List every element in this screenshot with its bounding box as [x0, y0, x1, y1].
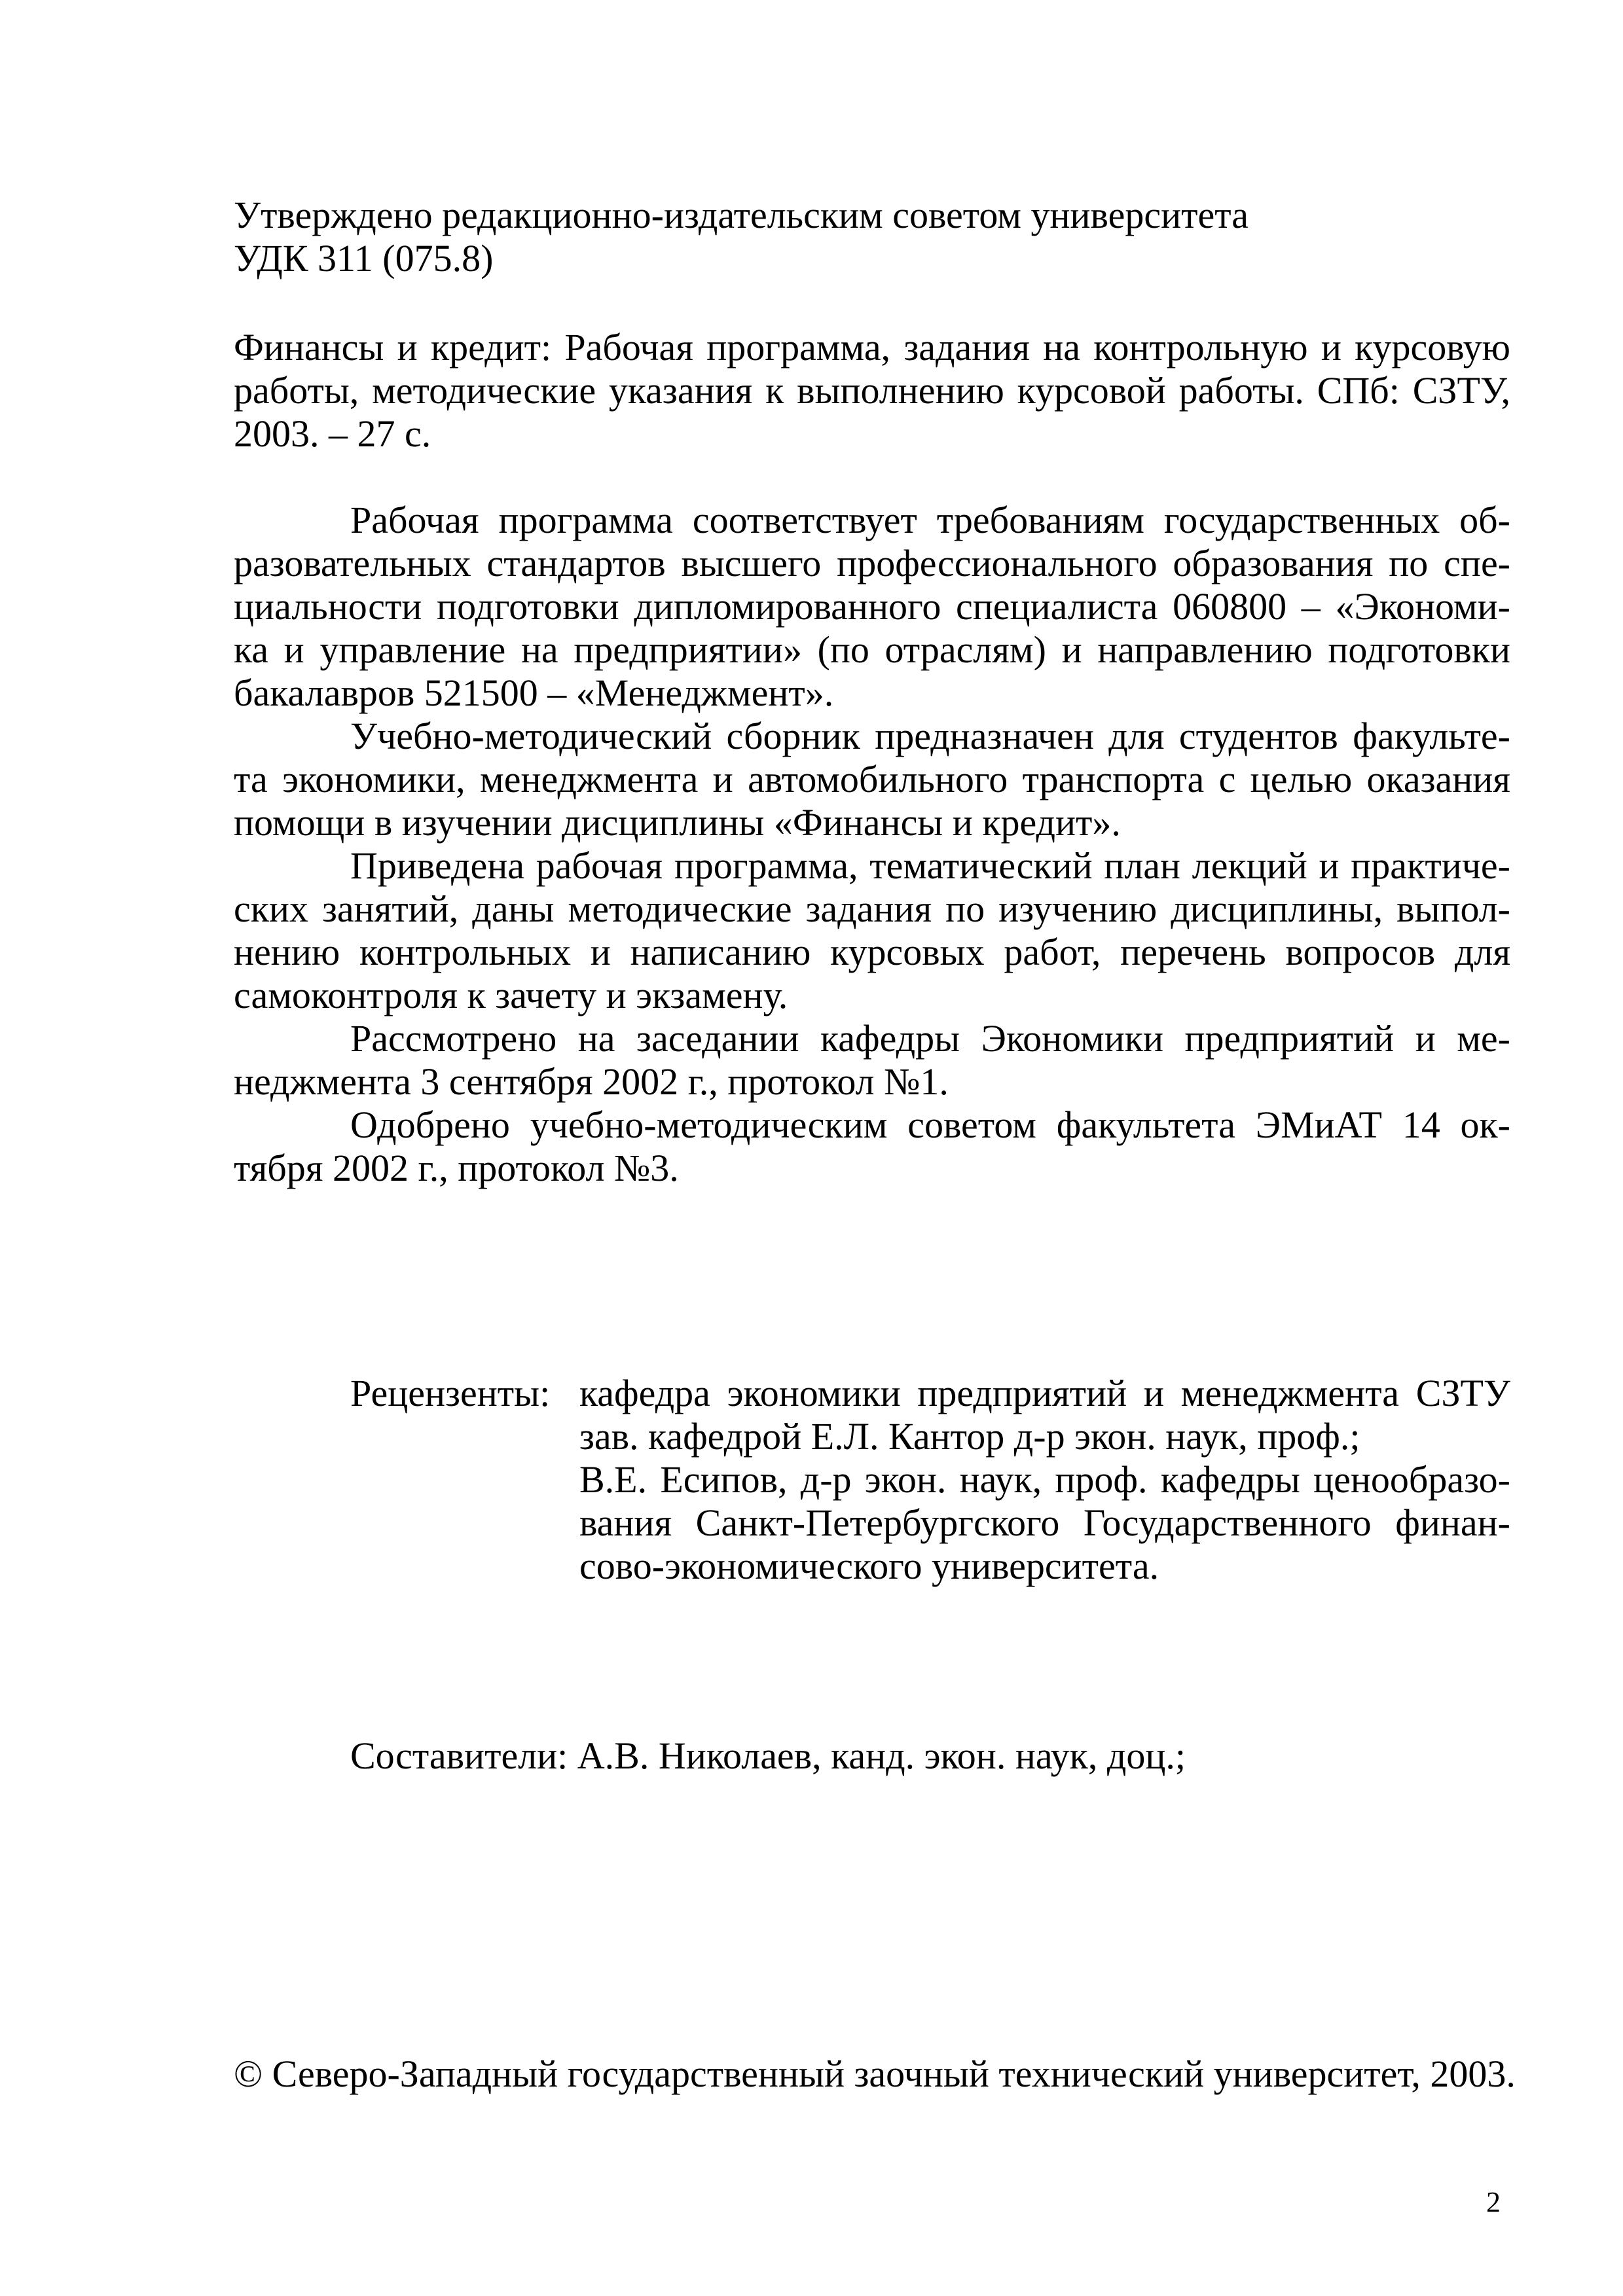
paragraph-line: Рассмотрено на заседании кафедры Экономики предприятий и ме-: [350, 1017, 1510, 1060]
paragraph-line: ка и управление на предприятии» (по отраслям) и направлению подготовки: [234, 628, 1510, 671]
paragraph-line: циальности подготовки дипломированного специалиста 060800 – «Экономи-: [234, 585, 1510, 628]
paragraph-line: самоконтроля к зачету и экзамену.: [234, 974, 788, 1016]
approval-block: [234, 194, 1510, 280]
paragraph-line: Учебно-методический сборник предназначен для студентов факульте-: [350, 715, 1510, 757]
paragraph-line: неджмента 3 сентября 2002 г., протокол №1.: [234, 1060, 949, 1103]
paragraph-line: бакалавров 521500 – «Менеджмент».: [234, 672, 834, 714]
annotation-paragraph: [234, 1017, 1510, 1103]
bibliographic-description: [234, 326, 1510, 456]
paragraph-line: тября 2002 г., протокол №3.: [234, 1147, 679, 1189]
paragraph-line: та экономики, менеджмента и автомобильного транспорта с целью оказания: [234, 758, 1510, 800]
reviewers-label: Рецензенты:: [350, 1372, 551, 1414]
reviewer-line: вания Санкт-Петербургского Государственного финан-: [579, 1501, 1510, 1544]
bibliographic-line: работы, методические указания к выполнению курсовой работы. СПб: СЗТУ,: [234, 369, 1510, 412]
paragraph-line: помощи в изучении дисциплины «Финансы и кредит».: [234, 801, 1121, 844]
paragraph-line: нению контрольных и написанию курсовых работ, перечень вопросов для: [234, 931, 1510, 973]
approval-statement: Утверждено редакционно-издательским советом университета: [234, 194, 1249, 236]
copyright-notice: © Северо-Западный государственный заочный технический университет, 2003.: [234, 2053, 1516, 2095]
annotation-paragraph: [234, 499, 1510, 715]
reviewer-line: сово-экономического университета.: [579, 1545, 1159, 1587]
annotation-paragraph: [234, 844, 1510, 1017]
annotation: [234, 499, 1510, 1190]
reviewer-line: зав. кафедрой Е.Л. Кантор д-р экон. наук, проф.;: [579, 1415, 1360, 1458]
reviewers-list: [579, 1372, 1510, 1588]
paragraph-line: Рабочая программа соответствует требованиям государственных об-: [350, 499, 1510, 541]
reviewer-line: В.Е. Есипов, д-р экон. наук, проф. кафедры ценообразо-: [579, 1458, 1510, 1501]
reviewer-line: кафедра экономики предприятий и менеджмента СЗТУ: [579, 1372, 1510, 1414]
annotation-paragraph: [234, 1103, 1510, 1190]
udk-code: УДК 311 (075.8): [234, 237, 494, 279]
bibliographic-line: Финансы и кредит: Рабочая программа, задания на контрольную и курсовую: [234, 326, 1510, 368]
paragraph-line: разовательных стандартов высшего профессионального образования по спе-: [234, 542, 1510, 584]
page-number: 2: [1486, 2186, 1501, 2218]
annotation-paragraph: [234, 715, 1510, 844]
compilers-line: Составители: А.В. Николаев, канд. экон. наук, доц.;: [350, 1734, 1186, 1777]
paragraph-line: Приведена рабочая программа, тематический план лекций и практиче-: [350, 844, 1510, 887]
paragraph-line: ских занятий, даны методические задания по изучению дисциплины, выпол-: [234, 888, 1510, 930]
paragraph-line: Одобрено учебно-методическим советом факультета ЭМиАТ 14 ок-: [350, 1103, 1510, 1146]
bibliographic-line: 2003. – 27 с.: [234, 412, 431, 455]
